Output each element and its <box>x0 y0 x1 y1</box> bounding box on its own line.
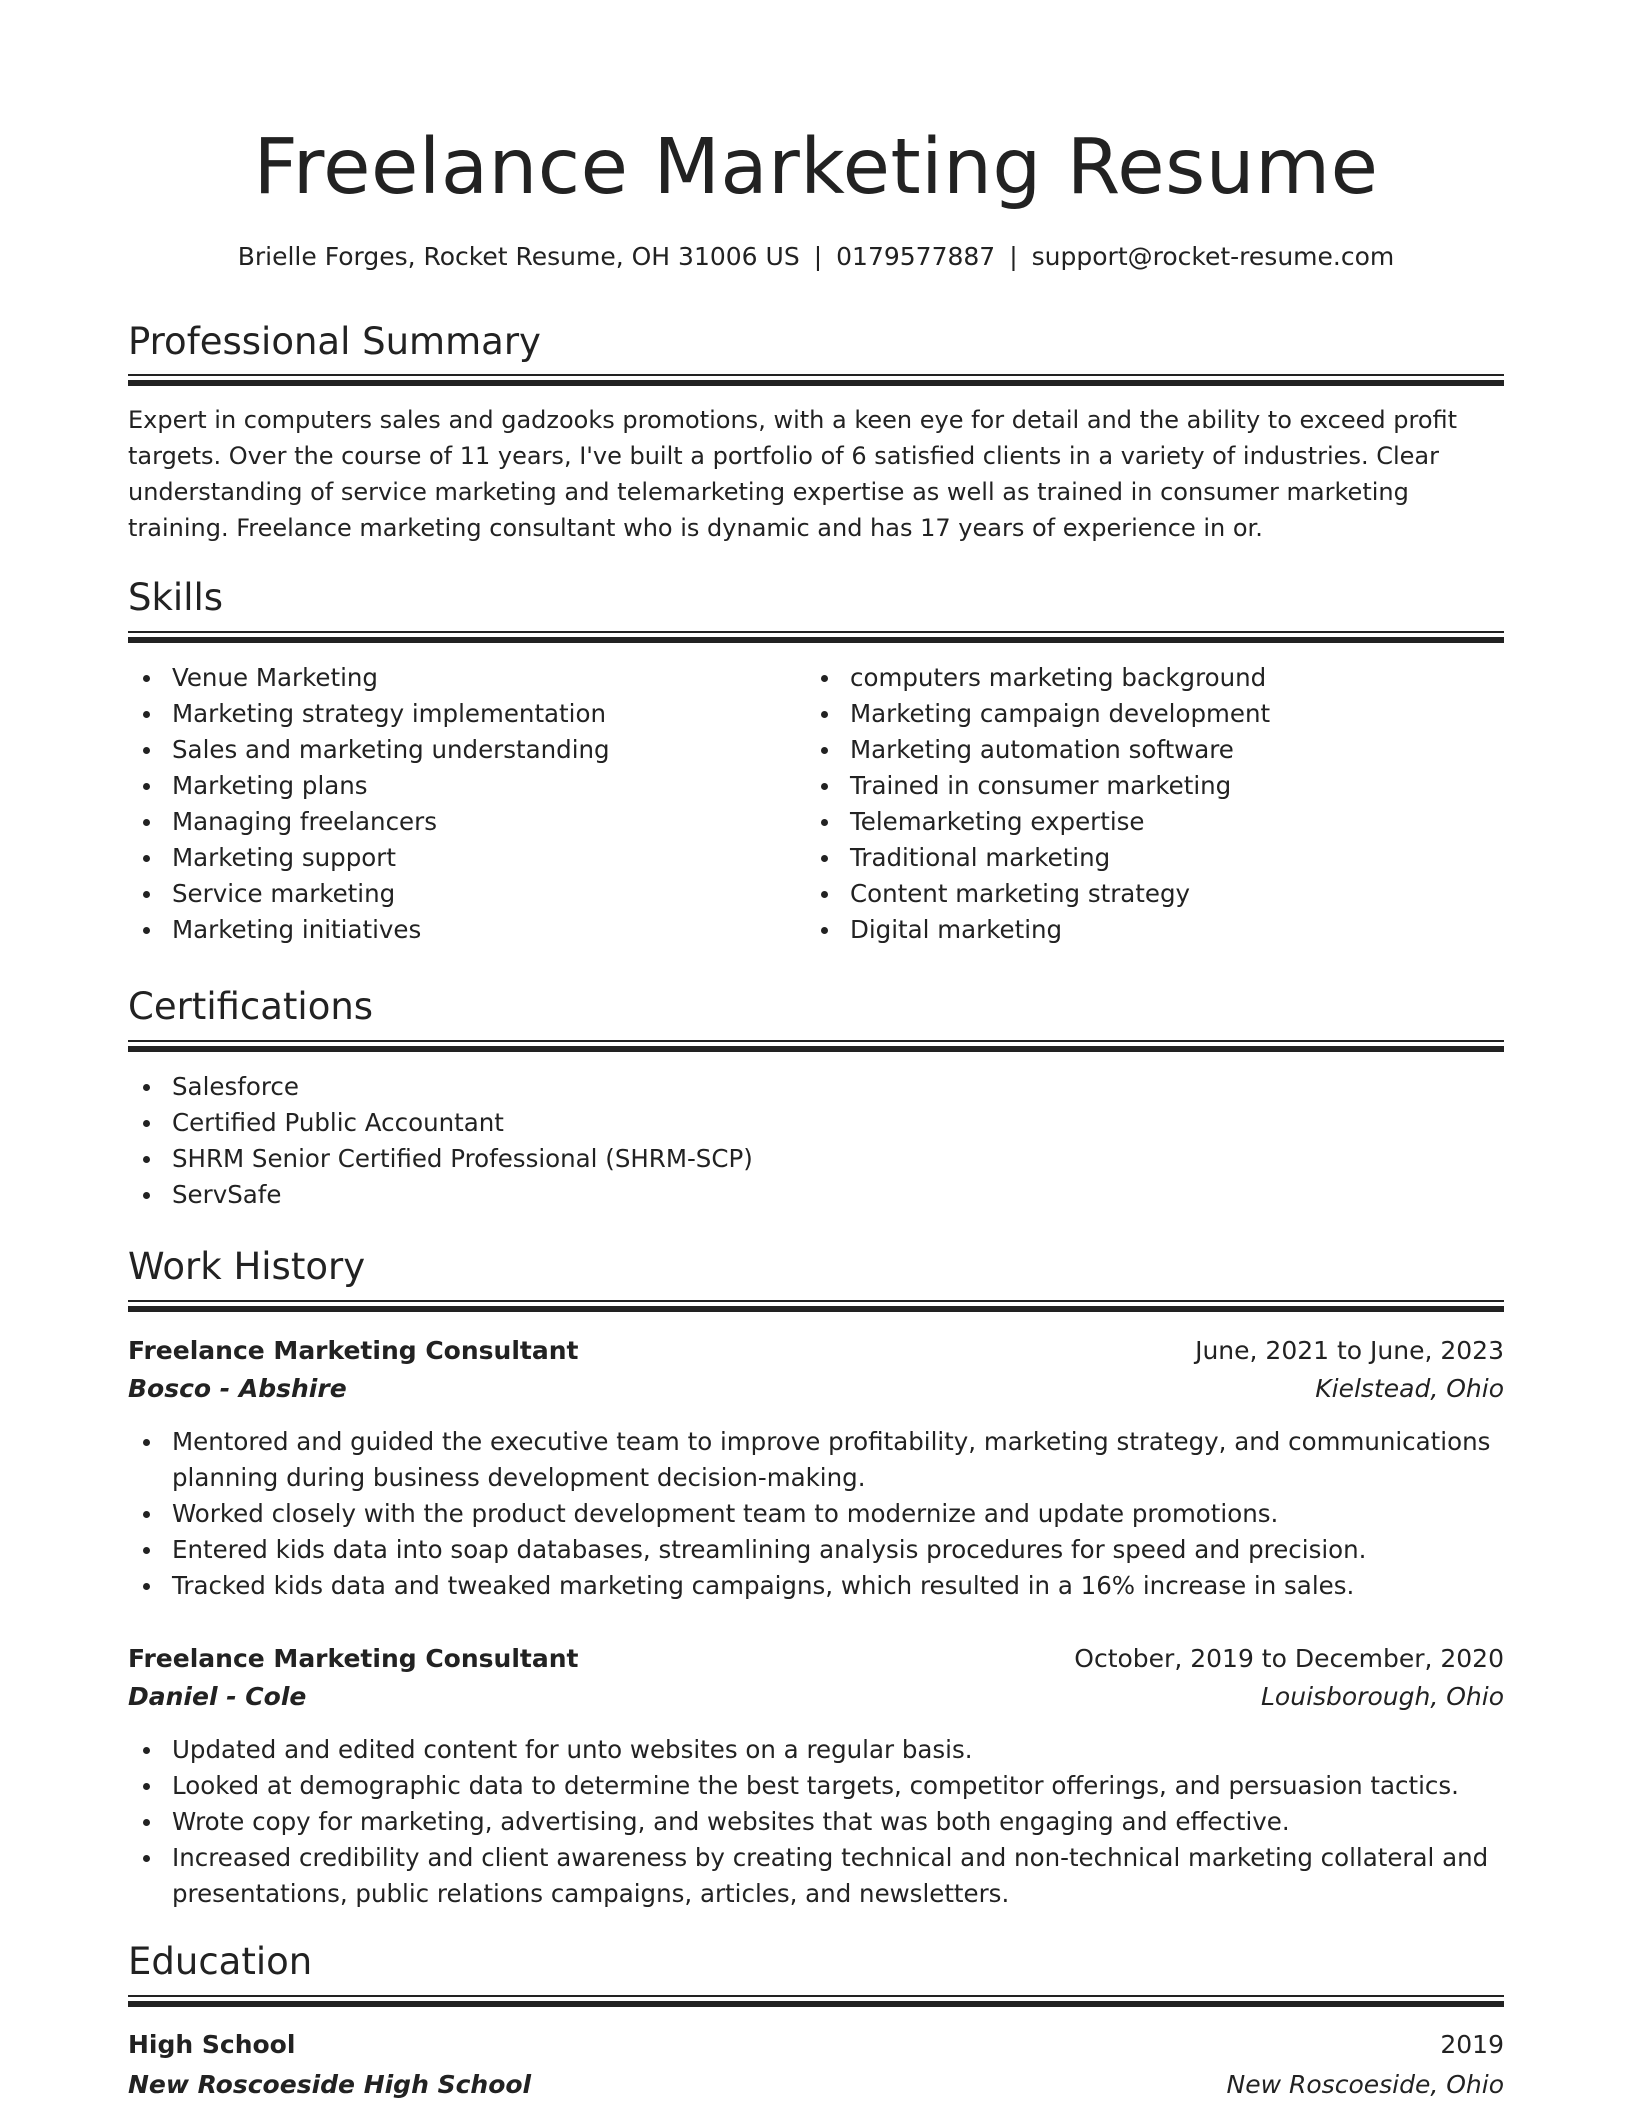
work-heading: Work History <box>128 1245 366 1288</box>
skill-item: Marketing campaign development <box>806 696 1504 732</box>
summary-text: Expert in computers sales and gadzooks promotions, with a keen eye for detail and the ability to exceed profit targets. Over the course of 11 years, I've built a portfolio of 6 satisfied clients in a variety of industries. Clear understanding of service marketing and telemarketing expertise as well as trained in consumer marketing training. Freelance marketing consultant who is dynamic and has 17 years of experience in or. <box>128 406 1458 542</box>
skill-item: Trained in consumer marketing <box>806 768 1504 804</box>
job-dates: October, 2019 to December, 2020 <box>1074 1644 1504 1673</box>
job-bullet: Increased credibility and client awareness by creating technical and non-technical marketing collateral and presentations, public relations campaigns, articles, and newsletters. <box>128 1840 1504 1912</box>
job-company: Daniel - Cole <box>128 1682 307 1711</box>
job-title: Freelance Marketing Consultant <box>128 1644 579 1673</box>
skill-item: Service marketing <box>128 876 800 912</box>
skill-item: Digital marketing <box>806 912 1504 948</box>
contact-phone: 0179577887 <box>836 242 996 271</box>
skills-list-left <box>128 660 800 948</box>
job-location: Louisborough, Ohio <box>1261 1682 1504 1711</box>
education-subheader <box>128 2066 1504 2104</box>
job-header <box>128 1332 1504 1370</box>
education-header <box>128 2026 1504 2064</box>
certification-item: Salesforce <box>128 1069 1504 1105</box>
education-location: New Roscoeside, Ohio <box>1226 2070 1504 2099</box>
skill-item: Marketing support <box>128 840 800 876</box>
job-bullets <box>128 1424 1504 1604</box>
skill-item: Venue Marketing <box>128 660 800 696</box>
skills-heading: Skills <box>128 576 224 619</box>
skill-item: Sales and marketing understanding <box>128 732 800 768</box>
skill-item: computers marketing background <box>806 660 1504 696</box>
certification-item: ServSafe <box>128 1177 1504 1213</box>
job-location: Kielstead, Ohio <box>1315 1374 1504 1403</box>
job-bullets <box>128 1732 1504 1912</box>
certification-item: Certified Public Accountant <box>128 1105 1504 1141</box>
contact-email: support@rocket-resume.com <box>1031 242 1395 271</box>
job-header <box>128 1640 1504 1678</box>
section-divider <box>128 1040 1504 1052</box>
resume-title: Freelance Marketing Resume <box>253 123 1379 212</box>
skill-item: Marketing strategy implementation <box>128 696 800 732</box>
education-degree: High School <box>128 2030 296 2059</box>
job-bullet: Updated and edited content for unto websites on a regular basis. <box>128 1732 1504 1768</box>
contact-line <box>128 237 1504 277</box>
skill-item: Managing freelancers <box>128 804 800 840</box>
contact-separator: | <box>813 242 823 271</box>
job-bullet: Looked at demographic data to determine the best targets, competitor offerings, and persuasion tactics. <box>128 1768 1504 1804</box>
job-company: Bosco - Abshire <box>128 1374 347 1403</box>
certifications-list <box>128 1069 1504 1213</box>
job-bullet: Wrote copy for marketing, advertising, and websites that was both engaging and effective. <box>128 1804 1504 1840</box>
certification-item: SHRM Senior Certified Professional (SHRM-SCP) <box>128 1141 1504 1177</box>
section-divider <box>128 374 1504 386</box>
contact-separator: | <box>1009 242 1018 271</box>
certifications-heading: Certifications <box>128 985 374 1028</box>
job-bullet: Tracked kids data and tweaked marketing campaigns, which resulted in a 16% increase in sales. <box>128 1568 1504 1604</box>
job-bullet: Mentored and guided the executive team to improve profitability, marketing strategy, and communications planning during business development decision-making. <box>128 1424 1504 1496</box>
skill-item: Marketing automation software <box>806 732 1504 768</box>
summary-heading: Professional Summary <box>128 320 541 363</box>
job-subheader <box>128 1678 1504 1716</box>
section-divider <box>128 1300 1504 1312</box>
education-heading: Education <box>128 1940 313 1983</box>
skill-item: Marketing initiatives <box>128 912 800 948</box>
contact-address: Brielle Forges, Rocket Resume, OH 31006 US <box>237 242 800 271</box>
section-divider <box>128 1995 1504 2007</box>
skill-item: Marketing plans <box>128 768 800 804</box>
job-bullet: Entered kids data into soap databases, streamlining analysis procedures for speed and precision. <box>128 1532 1504 1568</box>
skills-list-right <box>806 660 1504 948</box>
section-divider <box>128 631 1504 643</box>
skill-item: Telemarketing expertise <box>806 804 1504 840</box>
job-bullet: Worked closely with the product development team to modernize and update promotions. <box>128 1496 1504 1532</box>
skill-item: Traditional marketing <box>806 840 1504 876</box>
education-school: New Roscoeside High School <box>128 2070 532 2099</box>
education-year: 2019 <box>1440 2030 1504 2059</box>
job-dates: June, 2021 to June, 2023 <box>1195 1336 1504 1365</box>
skill-item: Content marketing strategy <box>806 876 1504 912</box>
job-title: Freelance Marketing Consultant <box>128 1336 579 1365</box>
job-subheader <box>128 1370 1504 1408</box>
